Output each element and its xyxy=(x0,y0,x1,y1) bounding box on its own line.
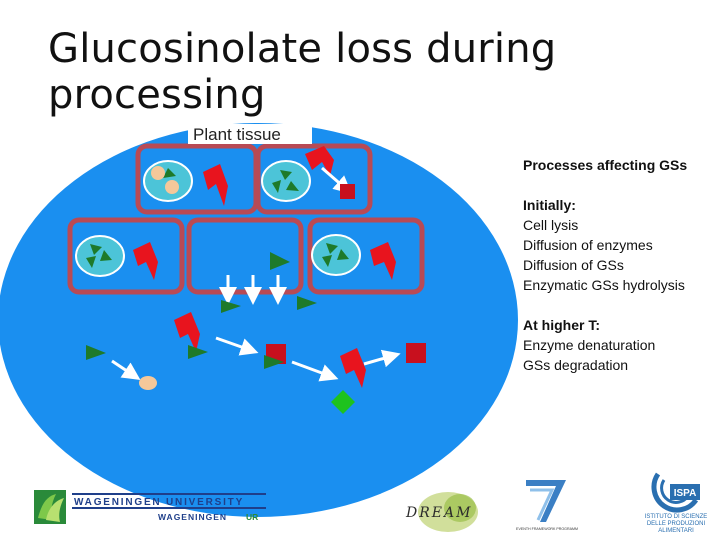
product-square xyxy=(406,343,426,363)
process-item: Diffusion of GSs xyxy=(523,257,624,273)
wageningen-emblem xyxy=(34,490,272,526)
ispa-logo xyxy=(638,470,714,536)
vacuole-top-left xyxy=(144,161,192,201)
vacuole-top-right xyxy=(262,161,310,201)
high-t-heading: At higher T: xyxy=(523,317,600,333)
initial-heading: Initially: xyxy=(523,197,576,213)
processes-panel xyxy=(523,155,718,375)
svg-text:SEVENTH FRAMEWORK PROGRAMME: SEVENTH FRAMEWORK PROGRAMME xyxy=(516,527,578,531)
vacuole-mid-left xyxy=(76,236,124,276)
vacuole-mid-right xyxy=(312,235,360,275)
process-item: Diffusion of enzymes xyxy=(523,237,653,253)
svg-text:DELLE PRODUZIONI: DELLE PRODUZIONI xyxy=(646,521,706,527)
product-square xyxy=(340,184,355,199)
fp7-logo xyxy=(516,476,578,534)
svg-text:ISTITUTO DI SCIENZE: ISTITUTO DI SCIENZE xyxy=(644,514,708,520)
process-item: GSs degradation xyxy=(523,357,629,373)
slide-title: Glucosinolate loss during processing xyxy=(48,26,557,118)
process-item: Cell lysis xyxy=(523,217,579,233)
ion-bead xyxy=(139,376,157,390)
svg-text:WAGENINGEN UNIVERSITY: WAGENINGEN UNIVERSITY xyxy=(74,497,245,508)
wageningen-logo xyxy=(34,490,272,526)
processes-heading: Processes affecting GSs xyxy=(523,157,688,173)
process-item: Enzyme denaturation xyxy=(523,337,656,353)
dream-emblem xyxy=(398,488,482,534)
svg-text:ISPA: ISPA xyxy=(673,488,697,499)
ion-bead xyxy=(165,180,179,194)
svg-text:UR: UR xyxy=(246,512,259,522)
svg-text:WAGENINGEN: WAGENINGEN xyxy=(158,512,228,522)
fp7-emblem xyxy=(516,476,578,534)
ion-bead xyxy=(151,166,165,180)
plant-tissue-label: Plant tissue xyxy=(193,125,281,144)
svg-text:DREAM: DREAM xyxy=(406,505,473,521)
svg-text:ALIMENTARI: ALIMENTARI xyxy=(658,528,694,534)
process-item: Enzymatic GSs hydrolysis xyxy=(523,277,685,293)
ispa-emblem xyxy=(638,470,714,536)
dream-logo xyxy=(398,488,482,534)
